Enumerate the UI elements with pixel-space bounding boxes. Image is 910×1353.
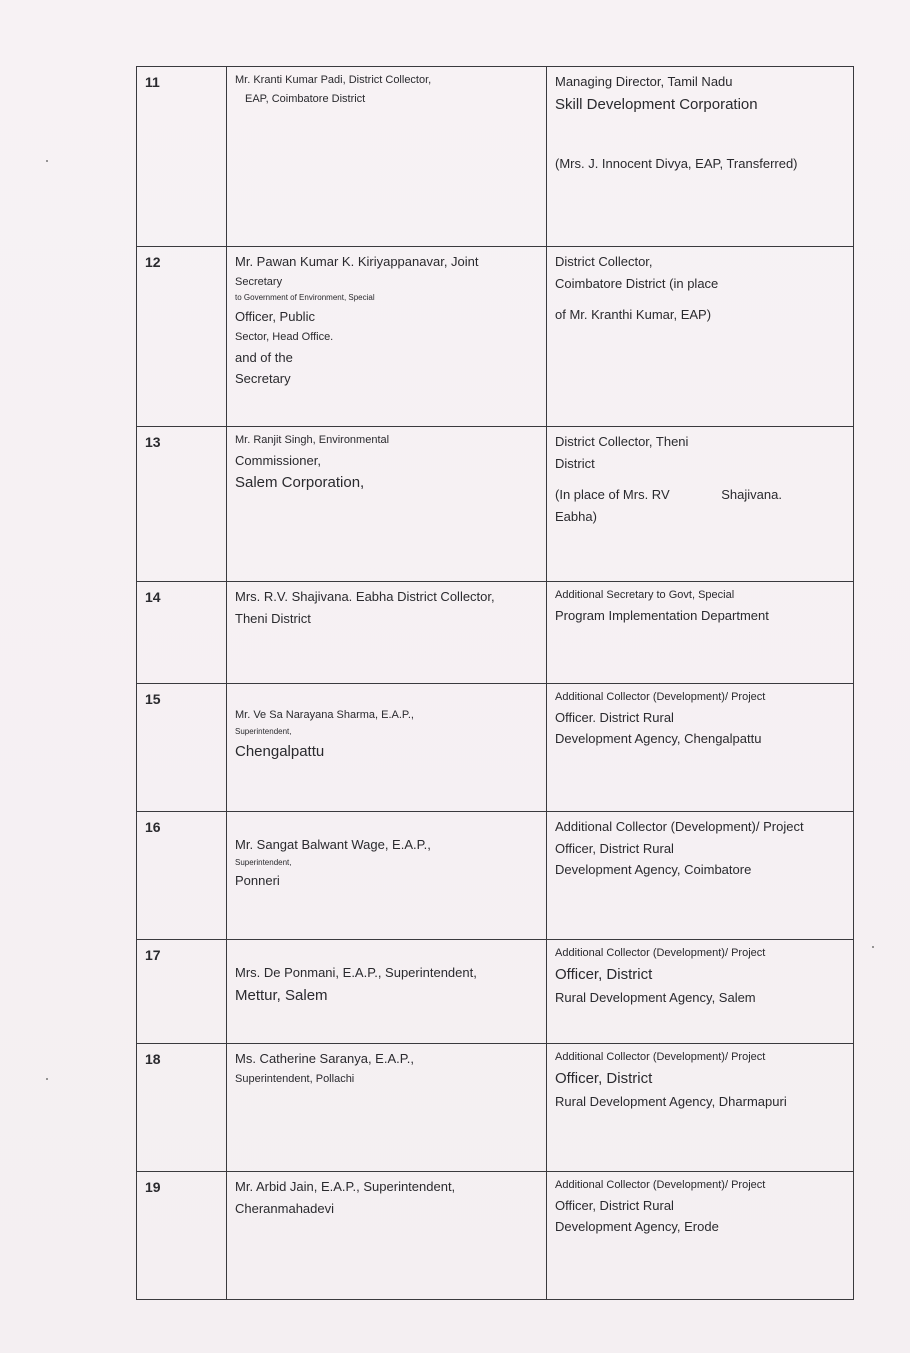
posting-note: (Mrs. J. Innocent Divya, EAP, Transferred) — [555, 155, 798, 171]
posting-line: District Collector, — [555, 254, 653, 269]
officer-cell — [227, 427, 547, 582]
table-row — [137, 940, 854, 1044]
posting-note — [555, 486, 847, 504]
officer-detail: Officer, Public — [235, 309, 315, 325]
officer-detail: Commissioner, — [235, 452, 321, 468]
serial-number: 12 — [137, 247, 227, 427]
new-posting-cell — [547, 1172, 854, 1300]
posting-line: Additional Secretary to Govt, Special — [555, 589, 735, 601]
posting-line: Officer, District Rural — [555, 1197, 674, 1213]
officer-cell — [227, 67, 547, 247]
posting-line: Managing Director, Tamil Nadu — [555, 74, 733, 89]
officer-detail: Chengalpattu — [235, 742, 325, 760]
officer-detail: Salem Corporation, — [235, 474, 365, 492]
scan-speck — [46, 1078, 48, 1080]
posting-line: Additional Collector (Development)/ Project — [555, 691, 766, 703]
posting-line: Rural Development Agency, Salem — [555, 990, 756, 1006]
posting-line: Rural Development Agency, Dharmapuri — [555, 1094, 787, 1110]
officer-name: Mrs. De Ponmani, E.A.P., Superintendent, — [235, 965, 477, 980]
posting-line: Additional Collector (Development)/ Project — [555, 819, 804, 834]
table-row — [137, 67, 854, 247]
posting-note-part: (In place of Mrs. RV — [555, 487, 670, 503]
table-row — [137, 1172, 854, 1300]
serial-number: 19 — [137, 1172, 227, 1300]
officer-cell — [227, 1044, 547, 1172]
new-posting-cell — [547, 67, 854, 247]
officer-detail: Cheranmahadevi — [235, 1200, 335, 1216]
serial-number: 16 — [137, 812, 227, 940]
officer-cell — [227, 812, 547, 940]
officer-name: Mr. Kranti Kumar Padi, District Collector, — [235, 74, 432, 86]
serial-number: 11 — [137, 67, 227, 247]
posting-line: Development Agency, Erode — [555, 1219, 719, 1235]
officer-detail: Mettur, Salem — [235, 986, 328, 1004]
posting-line: Program Implementation Department — [555, 607, 769, 623]
officer-name: Mr. Arbid Jain, E.A.P., Superintendent, — [235, 1179, 456, 1194]
new-posting-cell — [547, 1044, 854, 1172]
table-row — [137, 812, 854, 940]
new-posting-cell — [547, 427, 854, 582]
table-row — [137, 1044, 854, 1172]
new-posting-cell — [547, 247, 854, 427]
new-posting-cell — [547, 582, 854, 684]
new-posting-cell — [547, 940, 854, 1044]
posting-line: Additional Collector (Development)/ Project — [555, 1051, 766, 1063]
posting-line: Officer, District Rural — [555, 840, 674, 856]
posting-line: District Collector, Theni — [555, 434, 689, 449]
posting-line: District — [555, 455, 595, 471]
officer-detail: to Government of Environment, Special — [235, 293, 375, 303]
serial-number: 15 — [137, 684, 227, 812]
officer-cell — [227, 582, 547, 684]
posting-line: Officer. District Rural — [555, 709, 674, 725]
officer-detail: Secretary — [235, 275, 283, 288]
posting-orders-table — [136, 66, 854, 1300]
table-row — [137, 684, 854, 812]
officer-cell — [227, 684, 547, 812]
officer-name: Mr. Ranjit Singh, Environmental — [235, 434, 390, 446]
officer-detail: Theni District — [235, 610, 311, 626]
new-posting-cell — [547, 684, 854, 812]
officer-name: Mrs. R.V. Shajivana. Eabha District Collector, — [235, 589, 495, 604]
officer-cell — [227, 1172, 547, 1300]
scan-speck — [46, 160, 48, 162]
officer-detail: Ponneri — [235, 873, 280, 889]
officer-detail: and of the — [235, 349, 293, 365]
serial-number: 18 — [137, 1044, 227, 1172]
officer-detail: Superintendent, Pollachi — [235, 1072, 355, 1085]
posting-line: Officer, District — [555, 965, 653, 983]
posting-line: Officer, District — [555, 1069, 653, 1087]
officer-detail: Superintendent, — [235, 726, 292, 736]
officer-detail: Sector, Head Office. — [235, 330, 334, 343]
officer-name: Mr. Pawan Kumar K. Kiriyappanavar, Joint — [235, 254, 479, 269]
posting-note: of Mr. Kranthi Kumar, EAP) — [555, 307, 712, 323]
officer-cell — [227, 940, 547, 1044]
posting-line: Development Agency, Coimbatore — [555, 862, 752, 878]
officer-cell — [227, 247, 547, 427]
table-row — [137, 247, 854, 427]
officer-detail: EAP, Coimbatore District — [245, 92, 366, 105]
posting-line: Coimbatore District (in place — [555, 275, 719, 291]
officer-name: Mr. Ve Sa Narayana Sharma, E.A.P., — [235, 709, 414, 721]
officer-detail: Secretary — [235, 371, 291, 387]
new-posting-cell — [547, 812, 854, 940]
officer-detail: Superintendent, — [235, 857, 292, 867]
posting-line: Skill Development Corporation — [555, 95, 758, 113]
posting-line: Additional Collector (Development)/ Project — [555, 1179, 766, 1191]
scan-speck — [872, 946, 874, 948]
serial-number: 17 — [137, 940, 227, 1044]
posting-line: Development Agency, Chengalpattu — [555, 731, 762, 747]
serial-number: 13 — [137, 427, 227, 582]
officer-name: Mr. Sangat Balwant Wage, E.A.P., — [235, 837, 431, 852]
posting-line: Additional Collector (Development)/ Project — [555, 947, 766, 959]
officer-name: Ms. Catherine Saranya, E.A.P., — [235, 1051, 414, 1066]
posting-note-part: Shajivana. — [721, 487, 782, 503]
serial-number: 14 — [137, 582, 227, 684]
table-row — [137, 427, 854, 582]
table-row — [137, 582, 854, 684]
posting-note: Eabha) — [555, 508, 597, 524]
